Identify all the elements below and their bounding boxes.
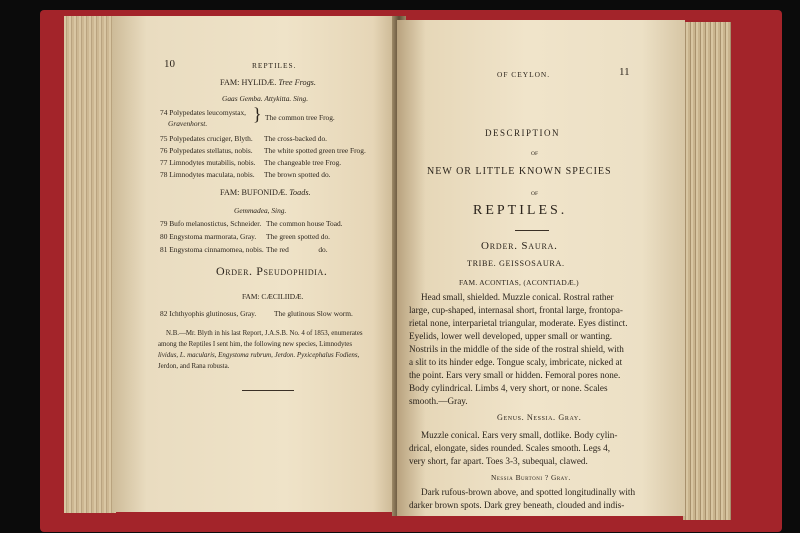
right-page-number: 11 [619, 66, 630, 78]
footnote-line: among the Reptiles I sent him, the following new species, Limnodytes [158, 341, 353, 348]
text-line: Eyelids, lower well developed, upper small or wanting. [409, 331, 613, 341]
title-line: OF [531, 191, 539, 197]
fam-hylidae-heading [220, 78, 316, 87]
text-line: rietal none, interparietal triangular, moderate. Eyes distinct. [409, 318, 628, 328]
genus-heading: Genus. Nessia. Gray. [497, 413, 582, 422]
fam-common: Toads. [289, 188, 311, 197]
list-item: 77 Limnodytes mutabilis, nobis. [160, 158, 256, 167]
text-line: darker brown spots. Dark grey beneath, clouded and indis- [409, 500, 625, 510]
list-item: 79 Bufo melanostictus, Schneider. [160, 219, 262, 228]
list-item-common: The glutinous Slow worm. [274, 309, 353, 318]
order-pseudophidia: Order. Pseudophidia. [216, 264, 328, 278]
text-line: Body cylindrical. Limbs 4, very short, or none. Scales [409, 383, 608, 393]
list-item: 81 Engystoma cinnamomea, nobis. [160, 245, 264, 254]
fam-hylidae-native: Gaas Gemba. Attykitta. Sing. [222, 94, 309, 103]
left-page [112, 16, 402, 512]
fam-common: Tree Frogs. [278, 78, 316, 87]
text-line: smooth.—Gray. [409, 396, 468, 406]
list-item-common: The common house Toad. [266, 219, 343, 228]
left-running-head: REPTILES. [252, 61, 297, 70]
page-edges-right [683, 22, 731, 520]
title-rule [515, 230, 549, 231]
right-page [397, 20, 685, 516]
title-reptiles: REPTILES. [473, 203, 568, 218]
footnote-line: N.B.—Mr. Blyth in his last Report, J.A.S.B. No. 4 of 1853, enumerates [166, 330, 363, 337]
list-item: 82 Ichthyophis glutinosus, Gray. [160, 309, 257, 318]
text-line: Muzzle conical. Ears very small, dotlike. Body cylin- [421, 430, 618, 440]
footnote-line: lividus, L. macularis, Engystoma rubrum, Jerdon. Pyxicephalus Fodiens, [158, 352, 360, 359]
text-line: the point. Ears very small or hidden. Femoral pores none. [409, 370, 621, 380]
title-line: DESCRIPTION [485, 128, 561, 138]
brace: } [253, 104, 262, 124]
list-item: 76 Polypedates stellatus, nobis. [160, 146, 253, 155]
text-line: large, cup-shaped, internasal short, frontal large, frontopa- [409, 305, 623, 315]
text-line: very short, far apart. Toes 3-3, subequal, clawed. [409, 456, 588, 466]
list-item-common: The green spotted do. [266, 232, 331, 241]
footnote-line: Jerdon, and Rana robusta. [158, 363, 230, 370]
list-item: Gravenhorst. [168, 119, 208, 128]
fam-label: FAM: HYLIDÆ. [220, 78, 277, 87]
left-page-number: 10 [164, 58, 175, 70]
list-item-common: The brown spotted do. [264, 170, 331, 179]
text-line: a slit to its hinder edge. Tongue scaly, imbricate, nicked at [409, 357, 623, 367]
page-edges-left [64, 16, 116, 513]
order-saura: Order. Saura. [481, 240, 558, 252]
fam-bufonidae-native: Gemmadea, Sing. [234, 206, 287, 215]
list-item: 74 Polypedates leucomystax, [160, 108, 247, 117]
fam-label: FAM: BUFONIDÆ. [220, 188, 288, 197]
text-line: drical, elongate, sides rounded. Scales smooth. Legs 4, [409, 443, 611, 453]
right-running-head: OF CEYLON. [497, 70, 551, 79]
end-rule [242, 390, 294, 391]
list-item-common: The cross-backed do. [264, 134, 328, 143]
list-item-common: The white spotted green tree Frog. [264, 146, 366, 155]
title-line: NEW OR LITTLE KNOWN SPECIES [427, 166, 612, 177]
list-item-common: The common tree Frog. [265, 113, 335, 122]
text-line: Dark rufous-brown above, and spotted longitudinally with [421, 487, 636, 497]
tribe-heading: TRIBE. GEISSOSAURA. [467, 259, 565, 268]
fam-caeciliidae-heading: FAM: CÆCILIIDÆ. [242, 292, 304, 301]
text-line: Nostrils in the middle of the side of the rostral shield, with [409, 344, 624, 354]
list-item: 75 Polypedates cruciger, Blyth. [160, 134, 253, 143]
list-item: 80 Engystoma marmorata, Gray. [160, 232, 257, 241]
text-line: Head small, shielded. Muzzle conical. Rostral rather [421, 292, 614, 302]
list-item: 78 Limnodytes maculata, nobis. [160, 170, 255, 179]
list-item-common: The changeable tree Frog. [264, 158, 342, 167]
title-line: OF [531, 151, 539, 157]
fam-bufonidae-heading [220, 188, 311, 197]
species-heading: Nessia Burtoni ? Gray. [491, 473, 571, 482]
list-item-common: The red do. [266, 245, 328, 254]
fam-acontias-heading: FAM. ACONTIAS, (ACONTIADÆ.) [459, 278, 579, 287]
